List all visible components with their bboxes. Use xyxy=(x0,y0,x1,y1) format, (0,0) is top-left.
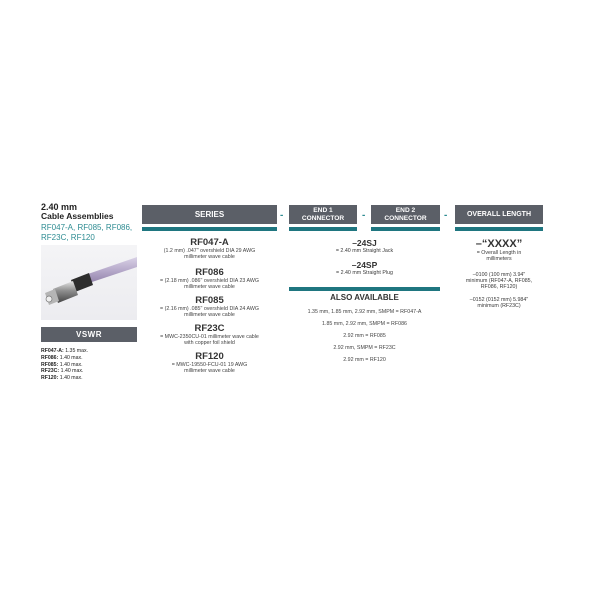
also-available-item: 1.35 mm, 1.85 mm, 2.92 mm, SMPM = RF047-A xyxy=(307,309,422,315)
vswr-list xyxy=(41,348,88,382)
vswr-value: 1.40 max. xyxy=(59,354,83,361)
overall-length-note-line: –0152 (0152 mm) 5.984" xyxy=(469,297,529,303)
series-name: RF23C xyxy=(194,323,225,334)
overall-length-note xyxy=(455,272,543,291)
series-desc: with copper foil shield xyxy=(184,340,235,347)
end2-header-line-2: CONNECTOR xyxy=(384,214,427,222)
end2-accent-bar xyxy=(371,227,440,231)
vswr-row xyxy=(41,348,88,355)
vswr-row xyxy=(41,368,88,375)
also-available-accent-bar xyxy=(289,287,440,291)
vswr-model: RF23C: xyxy=(41,368,60,375)
end1-option xyxy=(289,260,440,276)
also-available-title: ALSO AVAILABLE xyxy=(330,293,399,302)
vswr-model: RF047-A: xyxy=(41,348,64,354)
separator-dash: - xyxy=(444,210,448,221)
vswr-model: RF086: xyxy=(41,354,59,361)
overall-length-code: –“XXXX” xyxy=(475,238,523,250)
separator-dash: - xyxy=(280,210,284,221)
overall-length-desc: = Overall Length in xyxy=(476,250,522,256)
vswr-value: 1.40 max. xyxy=(59,375,83,382)
series-desc: millimeter wave cable xyxy=(184,368,235,375)
series-accent-bar xyxy=(142,227,277,231)
model-list xyxy=(41,223,141,243)
vswr-row xyxy=(41,375,88,382)
product-type-subtitle: Cable Assemblies xyxy=(41,211,114,221)
series-item xyxy=(142,324,277,346)
also-available-item: 2.92 mm, SMPM = RF23C xyxy=(333,345,396,351)
end1-option-code: –24SJ xyxy=(352,238,377,248)
vswr-value: 1.40 max. xyxy=(60,368,84,375)
series-desc: millimeter wave cable xyxy=(184,254,235,261)
overall-length-header: OVERALL LENGTH xyxy=(455,205,543,224)
overall-length-note xyxy=(455,297,543,309)
end2-header-line-1: END 2 xyxy=(395,207,416,214)
end2-header xyxy=(371,205,440,224)
end1-option xyxy=(289,238,440,254)
overall-length-option xyxy=(455,238,543,262)
model-list-line-1: RF047-A, RF085, RF086, xyxy=(41,223,133,232)
overall-length-note-line: minimum (RF047-A, RF085, xyxy=(465,278,533,285)
series-name: RF085 xyxy=(195,295,224,306)
overall-length-desc: millimeters xyxy=(486,256,512,263)
vswr-row xyxy=(41,355,88,362)
series-name: RF086 xyxy=(195,267,224,278)
vswr-row xyxy=(41,362,88,369)
end1-header-line-1: END 1 xyxy=(313,207,333,214)
series-desc: = MWC-19550-FCU-01 19 AWG xyxy=(171,362,248,368)
series-name: RF047-A xyxy=(190,237,229,248)
vswr-model: RF085: xyxy=(41,361,59,368)
series-item xyxy=(142,268,277,290)
model-list-line-2: RF23C, RF120 xyxy=(41,233,95,242)
series-desc: = (2.18 mm) .086" overshield DIA 23 AWG xyxy=(160,278,259,284)
also-available-item: 2.92 mm = RF120 xyxy=(343,357,386,363)
end1-accent-bar xyxy=(289,227,357,231)
product-size-title: 2.40 mm xyxy=(41,202,78,212)
series-desc: = (2.16 mm) .085" overshield DIA 24 AWG xyxy=(160,306,259,312)
series-name: RF120 xyxy=(195,351,224,362)
series-item xyxy=(142,238,277,260)
series-item xyxy=(142,352,277,374)
overall-length-note-line: RF086, RF120) xyxy=(480,284,518,291)
series-desc: millimeter wave cable xyxy=(184,284,235,291)
series-desc: millimeter wave cable xyxy=(184,312,235,319)
vswr-header: VSWR xyxy=(41,327,137,342)
separator-dash: - xyxy=(362,210,366,221)
series-header: SERIES xyxy=(142,205,277,224)
series-item xyxy=(142,296,277,318)
end1-header-line-2: CONNECTOR xyxy=(301,214,345,222)
series-desc: (1.2 mm) .047" overshield DIA 29 AWG xyxy=(163,248,256,254)
end1-header xyxy=(289,205,357,224)
vswr-value: 1.35 max. xyxy=(65,348,89,354)
end1-option-code: –24SP xyxy=(351,260,378,270)
series-desc: = MWC-2350CU-01 millimeter wave cable xyxy=(160,334,259,340)
also-available-item: 1.85 mm, 2.92 mm, SMPM = RF086 xyxy=(322,321,407,327)
also-available-item: 2.92 mm = RF085 xyxy=(343,333,386,339)
end1-option-desc: = 2.40 mm Straight Jack xyxy=(335,248,394,254)
vswr-model: RF120: xyxy=(41,375,59,382)
cable-assembly-photo xyxy=(41,245,137,320)
overall-length-note-line: –0100 (100 mm) 3.94" xyxy=(472,272,526,278)
overall-length-accent-bar xyxy=(455,227,543,231)
end1-option-desc: = 2.40 mm Straight Plug xyxy=(336,270,393,276)
vswr-value: 1.40 max. xyxy=(59,361,83,368)
overall-length-note-line: minimum (RF23C) xyxy=(477,303,521,310)
